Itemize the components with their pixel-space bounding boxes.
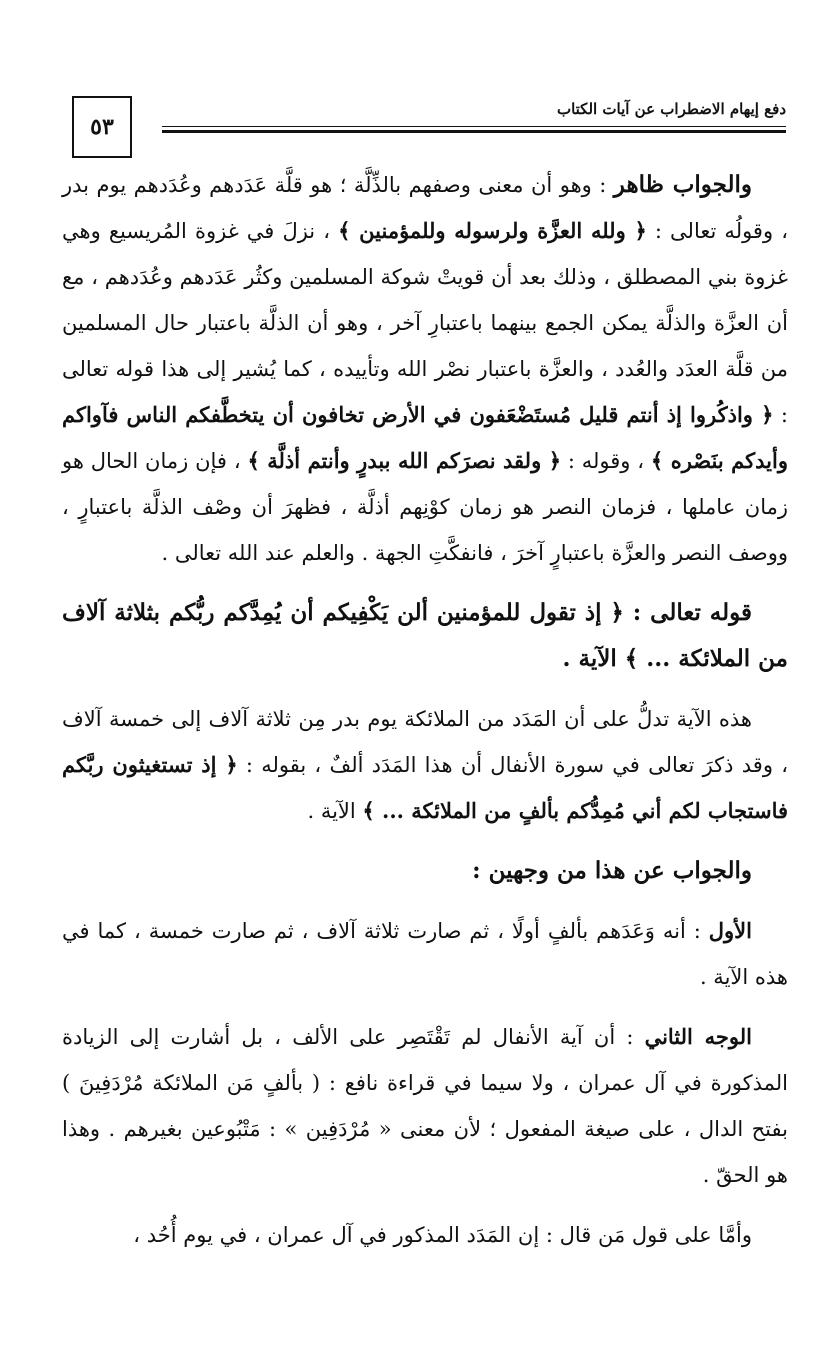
paragraph-first-aspect	[62, 908, 788, 1000]
quran-quote: ﴿ ولقد نصرَكم الله ببدرٍ وأنتم أذلَّة ﴾	[247, 448, 561, 473]
text-run: ، وقوله :	[561, 449, 651, 473]
page-header	[66, 82, 786, 162]
verse-heading: قوله تعالى : ﴿ إذ تقول للمؤمنين ألن يَكْفِيكم أن يُمِدَّكم ربُّكم بثلاثة آلاف من الملائكة ... ﴾ الآية .	[62, 599, 788, 672]
text-run: : أن آية الأنفال لم تَقْتَصِر على الألف ، بل أشارت إلى الزيادة المذكورة في آل عمران ، ولا سيما في قراءة نافع : ( بألفٍ مَن الملائكة مُرْدَفِينَ ) بفتح الدال ، على صيغة المفعول ؛ لأن معنى « مُرْدَفِين » : مَتْبُوعين بغيرهم . وهذا هو الحقّ .	[62, 1025, 788, 1187]
running-title: دفع إيهام الاضطراب عن آيات الكتاب	[556, 100, 786, 118]
second-aspect-lead: الوجه الثاني	[644, 1024, 752, 1049]
answer-heading: والجواب عن هذا من وجهين :	[472, 857, 752, 884]
text-run: هذه الآية تدلُّ على أن المَدَد من الملائكة يوم بدر مِن ثلاثة آلاف إلى خمسة آلاف ، وقد ذكرَ تعالى في سورة الأنفال أن هذا المَدَد ألفٌ ، بقوله :	[62, 707, 788, 777]
text-run: ، نزلَ في غزوة المُريسيع وهي غزوة بني المصطلق ، وذلك بعد أن قويتْ شوكة المسلمين وكثُر عَدَدهم وعُدَدهم ، مع أن العزَّة والذلَّة يمكن الجمع بينهما باعتبارِ آخر ، وهو أن الذلَّة باعتبار حال المسلمين من قلَّة العدَد والعُدد ، والعزَّة باعتبار نصْر الله وتأييده ، كما يُشير إلى هذا قوله تعالى :	[62, 219, 788, 427]
paragraph-second-aspect	[62, 1014, 788, 1198]
header-rule-thick	[162, 130, 786, 133]
text-run: : وهو أن معنى وصفهم بالذِّلَّة ؛ هو قلَّة عَدَدهم وعُدَدهم يوم بدر ، وقولُه تعالى :	[62, 173, 788, 243]
answer-lead: والجواب ظاهر	[613, 171, 752, 198]
header-rule-thin	[162, 126, 786, 127]
text-run: وأمَّا على قول مَن قال : إن المَدَد المذكور في آل عمران ، في يوم أُحُد ،	[133, 1223, 752, 1247]
quran-quote: ﴿ إذ تستغيثون ربَّكم فاستجاب لكم أني مُمِدُّكم بألفٍ من الملائكة ... ﴾	[62, 752, 788, 823]
text-run: الآية .	[307, 799, 363, 823]
paragraph-continuation	[62, 1212, 788, 1258]
quran-quote: ﴿ واذكُروا إذ أنتم قليل مُستَضْعَفون في الأرض تخافون أن يتخطَّفكم الناس فآواكم وأيدكم بنَصْره ﴾	[62, 402, 788, 473]
body-text	[62, 162, 788, 1272]
quran-quote: ﴿ ولله العزَّة ولرسوله وللمؤمنين ﴾	[338, 218, 647, 243]
paragraph-problem	[62, 696, 788, 834]
first-aspect-lead: الأول	[708, 918, 752, 943]
page-number: ٥٣	[72, 96, 132, 158]
text-run: ، فإن زمان الحال هو زمان عاملها ، فزمان النصر هو زمان كوْنِهم أذلَّة ، فظهرَ أن وصْف الذلَّة باعتبارٍ ، ووصف النصر والعزَّة باعتبارٍ آخرَ ، فانفكَّتِ الجهة . والعلم عند الله تعالى .	[62, 449, 788, 565]
paragraph-answer	[62, 162, 788, 576]
text-run: : أنه وَعَدَهم بألفٍ أولًا ، ثم صارت ثلاثة آلاف ، ثم صارت خمسة ، كما في هذه الآية .	[62, 919, 788, 989]
